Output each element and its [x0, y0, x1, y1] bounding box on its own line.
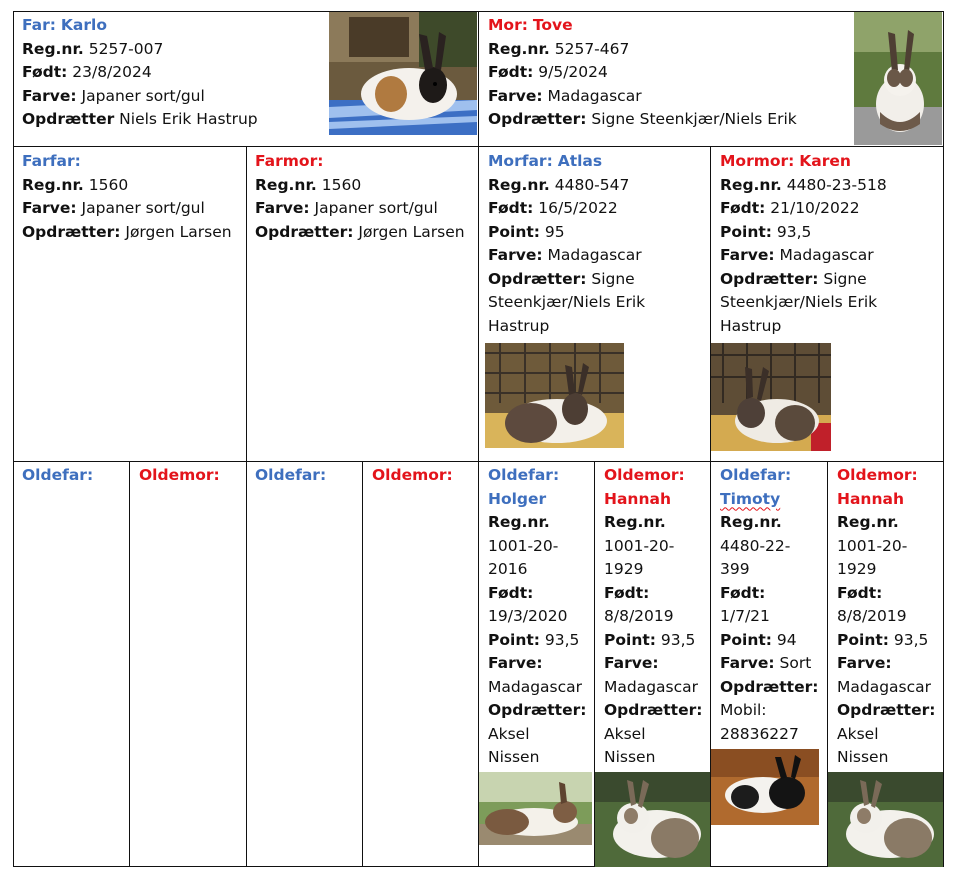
gg-6-born: 1/7/21 [720, 607, 770, 625]
farfar-breeder-label: Opdrætter: [22, 222, 121, 241]
farmor-reg-label: Reg.nr. [255, 175, 317, 194]
morfar-breeder-label: Opdrætter: [488, 269, 587, 288]
gg-0-title: Oldefar: [22, 466, 94, 484]
gg-7-points-label: Point: [837, 630, 889, 649]
gg-7-reg-2: 1929 [837, 560, 877, 578]
gg-4-reg-label: Reg.nr. [488, 513, 550, 531]
mormor-reg: 4480-23-518 [786, 175, 887, 194]
gg-4-name: Holger [488, 489, 547, 508]
gg-6-title: Oldefar: [720, 466, 792, 484]
gg-6-breeder-label: Opdrætter: [720, 677, 819, 696]
gg-5-title: Oldemor: [604, 466, 685, 484]
gg-7-reg-1: 1001-20- [837, 536, 908, 555]
gg-5-color: Madagascar [604, 677, 699, 696]
far-born-label: Født: [22, 63, 68, 81]
gg-4-reg-1: 1001-20- [488, 536, 559, 555]
mormor-breeder-1: Signe [823, 269, 867, 288]
far-breeder-label: Opdrætter [22, 110, 115, 128]
morfar-title: Morfar: [488, 152, 553, 170]
farfar-reg-label: Reg.nr. [22, 175, 84, 194]
mormor-breeder-label: Opdrætter: [720, 269, 819, 288]
gg-4-reg-2: 2016 [488, 560, 528, 578]
gg-5-text [604, 464, 702, 770]
gg-6-born-label: Født: [720, 583, 766, 602]
gg-7-title: Oldemor: [837, 466, 918, 484]
far-reg-label: Reg.nr. [22, 39, 84, 58]
gg-5-reg-label: Reg.nr. [604, 513, 666, 531]
morfar-reg: 4480-547 [554, 175, 630, 194]
gg-1-title: Oldemor: [139, 466, 220, 484]
gg-7-name: Hannah [837, 489, 904, 508]
farfar-title: Farfar: [22, 152, 81, 170]
mor-color: Madagascar [547, 86, 642, 105]
gg-6-color-label: Farve: [720, 654, 775, 672]
mor-photo [854, 12, 942, 145]
mormor-text [720, 150, 887, 338]
gg-7-breeder-2: Nissen [837, 748, 889, 766]
oldemor-cell-2 [362, 461, 479, 867]
gg-5-points: 93,5 [660, 630, 696, 649]
mor-text [488, 14, 797, 132]
gg-4-points-label: Point: [488, 630, 540, 649]
mormor-name: Karen [799, 152, 851, 170]
morfar-breeder-3: Hastrup [488, 316, 550, 335]
morfar-born-label: Født: [488, 199, 534, 217]
gg-1-text [139, 464, 220, 488]
gg-2-text [255, 464, 326, 488]
gg-2-title: Oldefar: [255, 466, 327, 484]
gg-6-breeder-1: Mobil: [720, 701, 767, 719]
gg-5-points-label: Point: [604, 630, 656, 649]
mor-breeder: Signe Steenkjær/Niels Erik [591, 110, 797, 128]
gg-4-breeder-label: Opdrætter: [488, 701, 587, 719]
gg-7-breeder-1: Aksel [837, 724, 879, 743]
far-color: Japaner sort/gul [81, 86, 205, 105]
gg-7-born-label: Født: [837, 583, 883, 602]
far-title: Far: [22, 16, 56, 34]
mormor-points: 93,5 [776, 222, 812, 241]
morfar-color: Madagascar [547, 246, 642, 264]
gg-5-reg-2: 1929 [604, 560, 644, 578]
gg-7-text [837, 464, 935, 770]
farfar-color-label: Farve: [22, 199, 77, 217]
gg-4-born-label: Født: [488, 583, 534, 602]
mormor-born: 21/10/2022 [770, 199, 860, 217]
oldefar-cell-1 [13, 461, 130, 867]
mor-born-label: Født: [488, 63, 534, 81]
mor-breeder-label: Opdrætter: [488, 110, 587, 128]
far-reg: 5257-007 [88, 39, 164, 58]
far-breeder: Niels Erik Hastrup [119, 110, 258, 128]
farmor-breeder: Jørgen Larsen [358, 222, 465, 241]
mormor-photo [711, 343, 831, 451]
gg-4-photo [479, 772, 592, 845]
gg-7-points: 93,5 [893, 630, 929, 649]
mormor-breeder-3: Hastrup [720, 316, 782, 335]
gg-6-points: 94 [776, 630, 797, 649]
mor-color-label: Farve: [488, 86, 543, 105]
mormor-title: Mormor: [720, 152, 795, 170]
far-photo [329, 12, 477, 135]
gg-4-text [488, 464, 586, 770]
gg-6-reg-2: 399 [720, 560, 750, 578]
far-name: Karlo [60, 16, 107, 34]
gg-6-reg-1: 4480-22- [720, 536, 791, 555]
morfar-color-label: Farve: [488, 246, 543, 264]
gg-7-reg-label: Reg.nr. [837, 513, 899, 531]
morfar-reg-label: Reg.nr. [488, 175, 550, 194]
gg-6-text [720, 464, 818, 746]
gg-6-name: Timoty [720, 489, 781, 508]
gg-6-breeder-2: 28836227 [720, 724, 799, 743]
gg-4-color: Madagascar [488, 677, 583, 696]
mor-reg: 5257-467 [554, 39, 630, 58]
gg-7-born: 8/8/2019 [837, 607, 907, 625]
morfar-points: 95 [544, 222, 565, 241]
mor-born: 9/5/2024 [538, 63, 608, 81]
far-text [22, 14, 258, 132]
morfar-breeder-2: Steenkjær/Niels Erik [488, 293, 646, 311]
gg-5-name: Hannah [604, 489, 671, 508]
oldemor-cell-1 [129, 461, 247, 867]
mormor-reg-label: Reg.nr. [720, 175, 782, 194]
gg-0-text [22, 464, 93, 488]
gg-6-reg-label: Reg.nr. [720, 513, 782, 531]
gg-3-title: Oldemor: [372, 466, 453, 484]
gg-3-text [372, 464, 453, 488]
farfar-breeder: Jørgen Larsen [125, 222, 232, 241]
gg-6-photo [711, 749, 819, 825]
gg-5-color-label: Farve: [604, 654, 659, 672]
gg-7-breeder-label: Opdrætter: [837, 701, 936, 719]
gg-6-points-label: Point: [720, 630, 772, 649]
gg-5-breeder-label: Opdrætter: [604, 701, 703, 719]
mormor-color: Madagascar [779, 246, 874, 264]
gg-4-born: 19/3/2020 [488, 607, 568, 625]
farmor-title: Farmor: [255, 152, 324, 170]
mormor-born-label: Født: [720, 199, 766, 217]
morfar-name: Atlas [557, 152, 603, 170]
gg-7-photo [828, 772, 943, 867]
gg-4-breeder-1: Aksel [488, 724, 530, 743]
gg-7-color: Madagascar [837, 677, 932, 696]
gg-4-title: Oldefar: [488, 466, 560, 484]
far-color-label: Farve: [22, 86, 77, 105]
morfar-born: 16/5/2022 [538, 199, 618, 217]
farmor-reg: 1560 [321, 175, 362, 194]
gg-4-breeder-2: Nissen [488, 748, 540, 766]
mor-name: Tove [532, 16, 573, 34]
farmor-breeder-label: Opdrætter: [255, 222, 354, 241]
mor-reg-label: Reg.nr. [488, 39, 550, 58]
morfar-photo [485, 343, 624, 448]
gg-6-color: Sort [779, 654, 812, 672]
gg-5-breeder-1: Aksel [604, 724, 646, 743]
gg-5-breeder-2: Nissen [604, 748, 656, 766]
mormor-color-label: Farve: [720, 246, 775, 264]
morfar-breeder-1: Signe [591, 269, 635, 288]
gg-5-born-label: Født: [604, 583, 650, 602]
mormor-breeder-2: Steenkjær/Niels Erik [720, 293, 878, 311]
mor-title: Mor: [488, 16, 528, 34]
farmor-text [255, 150, 465, 244]
mormor-points-label: Point: [720, 222, 772, 241]
gg-4-points: 93,5 [544, 630, 580, 649]
farfar-text [22, 150, 232, 244]
morfar-text [488, 150, 645, 338]
oldefar-cell-2 [246, 461, 363, 867]
farmor-color: Japaner sort/gul [314, 199, 438, 217]
gg-7-color-label: Farve: [837, 654, 892, 672]
gg-5-reg-1: 1001-20- [604, 536, 675, 555]
gg-5-born: 8/8/2019 [604, 607, 674, 625]
farmor-color-label: Farve: [255, 199, 310, 217]
gg-5-photo [595, 772, 710, 867]
morfar-points-label: Point: [488, 222, 540, 241]
farfar-reg: 1560 [88, 175, 129, 194]
far-born: 23/8/2024 [72, 63, 152, 81]
farfar-color: Japaner sort/gul [81, 199, 205, 217]
gg-4-color-label: Farve: [488, 654, 543, 672]
